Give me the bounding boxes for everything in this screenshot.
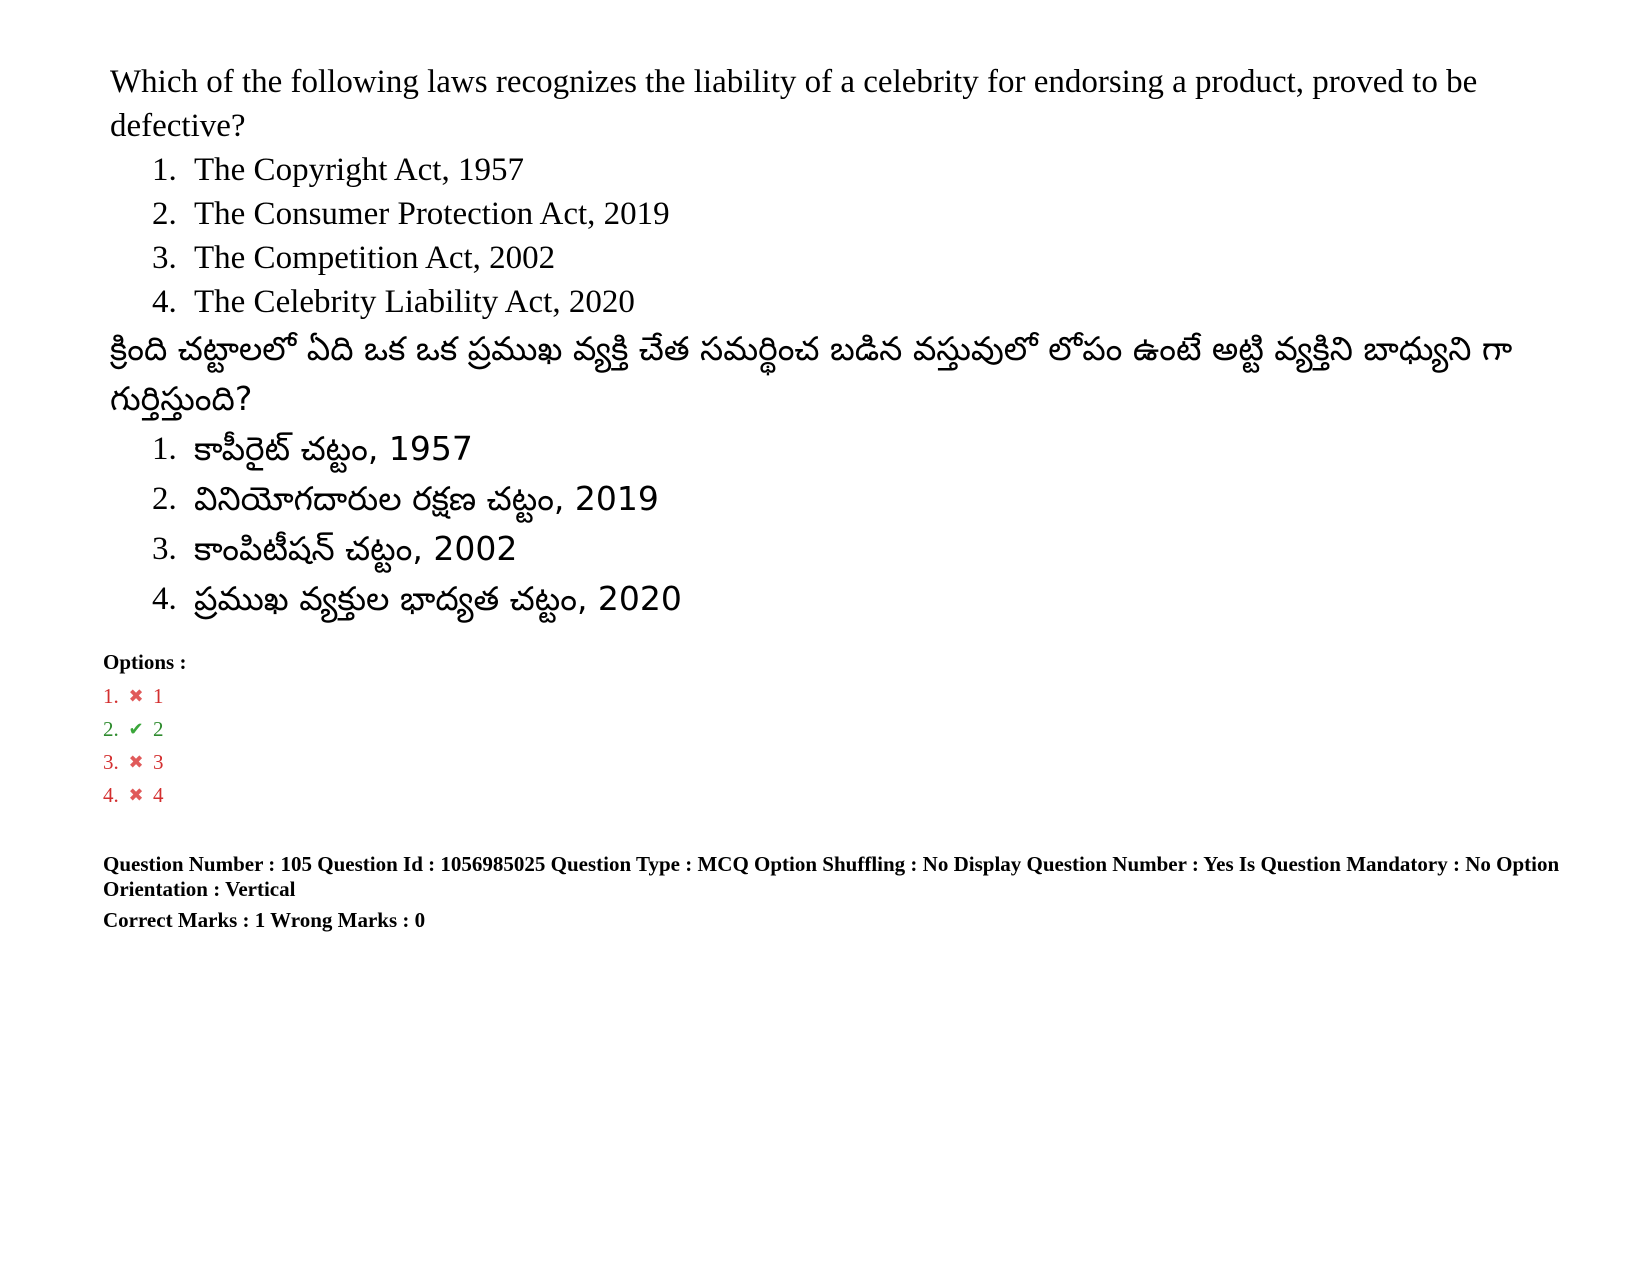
option-value: 4 (153, 783, 164, 807)
choice-number: 3. (152, 240, 177, 276)
choice-number: 1. (152, 431, 177, 467)
option-value: 1 (153, 684, 164, 708)
option-number: 2. (103, 717, 119, 741)
cross-icon: ✖ (128, 785, 144, 806)
choice-item (152, 148, 1530, 192)
check-icon: ✔ (128, 719, 144, 740)
option-row (103, 779, 703, 812)
option-value: 2 (153, 717, 164, 741)
question-content (110, 60, 1530, 624)
option-row (103, 680, 703, 713)
choice-label: The Consumer Protection Act, 2019 (194, 196, 670, 232)
options-title: Options : (103, 650, 187, 674)
choice-label: కాంపిటీషన్ చట్టం, 2002 (194, 529, 518, 568)
choice-item (152, 474, 1530, 524)
option-row (103, 713, 703, 746)
choice-number: 2. (152, 481, 177, 517)
options-section (103, 648, 703, 812)
choice-label: వినియోగదారుల రక్షణ చట్టం, 2019 (194, 479, 659, 518)
choice-label: The Copyright Act, 1957 (194, 152, 524, 188)
choice-label: ప్రముఖ వ్యక్తుల భాద్యత చట్టం, 2020 (194, 579, 682, 618)
question-text-english: Which of the following laws recognizes the liability of a celebrity for endorsing a product, proved to be defective? (110, 64, 1478, 144)
metadata-line: Question Number : 105 Question Id : 1056985025 Question Type : MCQ Option Shuffling : No Display Question Number : Yes Is Question Mandatory : No Option Orientation : Vertical (103, 852, 1560, 901)
choice-item (152, 524, 1530, 574)
choice-label: The Competition Act, 2002 (194, 240, 556, 276)
option-number: 4. (103, 783, 119, 807)
choice-number: 4. (152, 284, 177, 320)
choice-item (152, 574, 1530, 624)
choice-number: 3. (152, 531, 177, 567)
option-row (103, 746, 703, 779)
question-text-telugu: క్రింది చట్టాలలో ఏది ఒక ఒక ప్రముఖ వ్యక్తి చేత సమర్థించ బడిన వస్తువులో లోపం ఉంటే అట్టి వ్యక్తిని బాధ్యుని గా గుర్తిస్తుంది? (110, 329, 1513, 418)
choice-item (152, 424, 1530, 474)
cross-icon: ✖ (128, 686, 144, 707)
option-value: 3 (153, 750, 164, 774)
choice-item (152, 192, 1530, 236)
choice-list-telugu (110, 424, 1530, 624)
choice-item (152, 280, 1530, 324)
question-metadata (103, 852, 1563, 933)
option-number: 1. (103, 684, 119, 708)
choice-number: 2. (152, 196, 177, 232)
choice-number: 1. (152, 152, 177, 188)
marks-line: Correct Marks : 1 Wrong Marks : 0 (103, 908, 426, 932)
choice-list-english (110, 148, 1530, 324)
choice-label: The Celebrity Liability Act, 2020 (194, 284, 635, 320)
choice-number: 4. (152, 581, 177, 617)
cross-icon: ✖ (128, 752, 144, 773)
option-number: 3. (103, 750, 119, 774)
choice-item (152, 236, 1530, 280)
choice-label: కాపీరైట్ చట్టం, 1957 (194, 429, 473, 468)
